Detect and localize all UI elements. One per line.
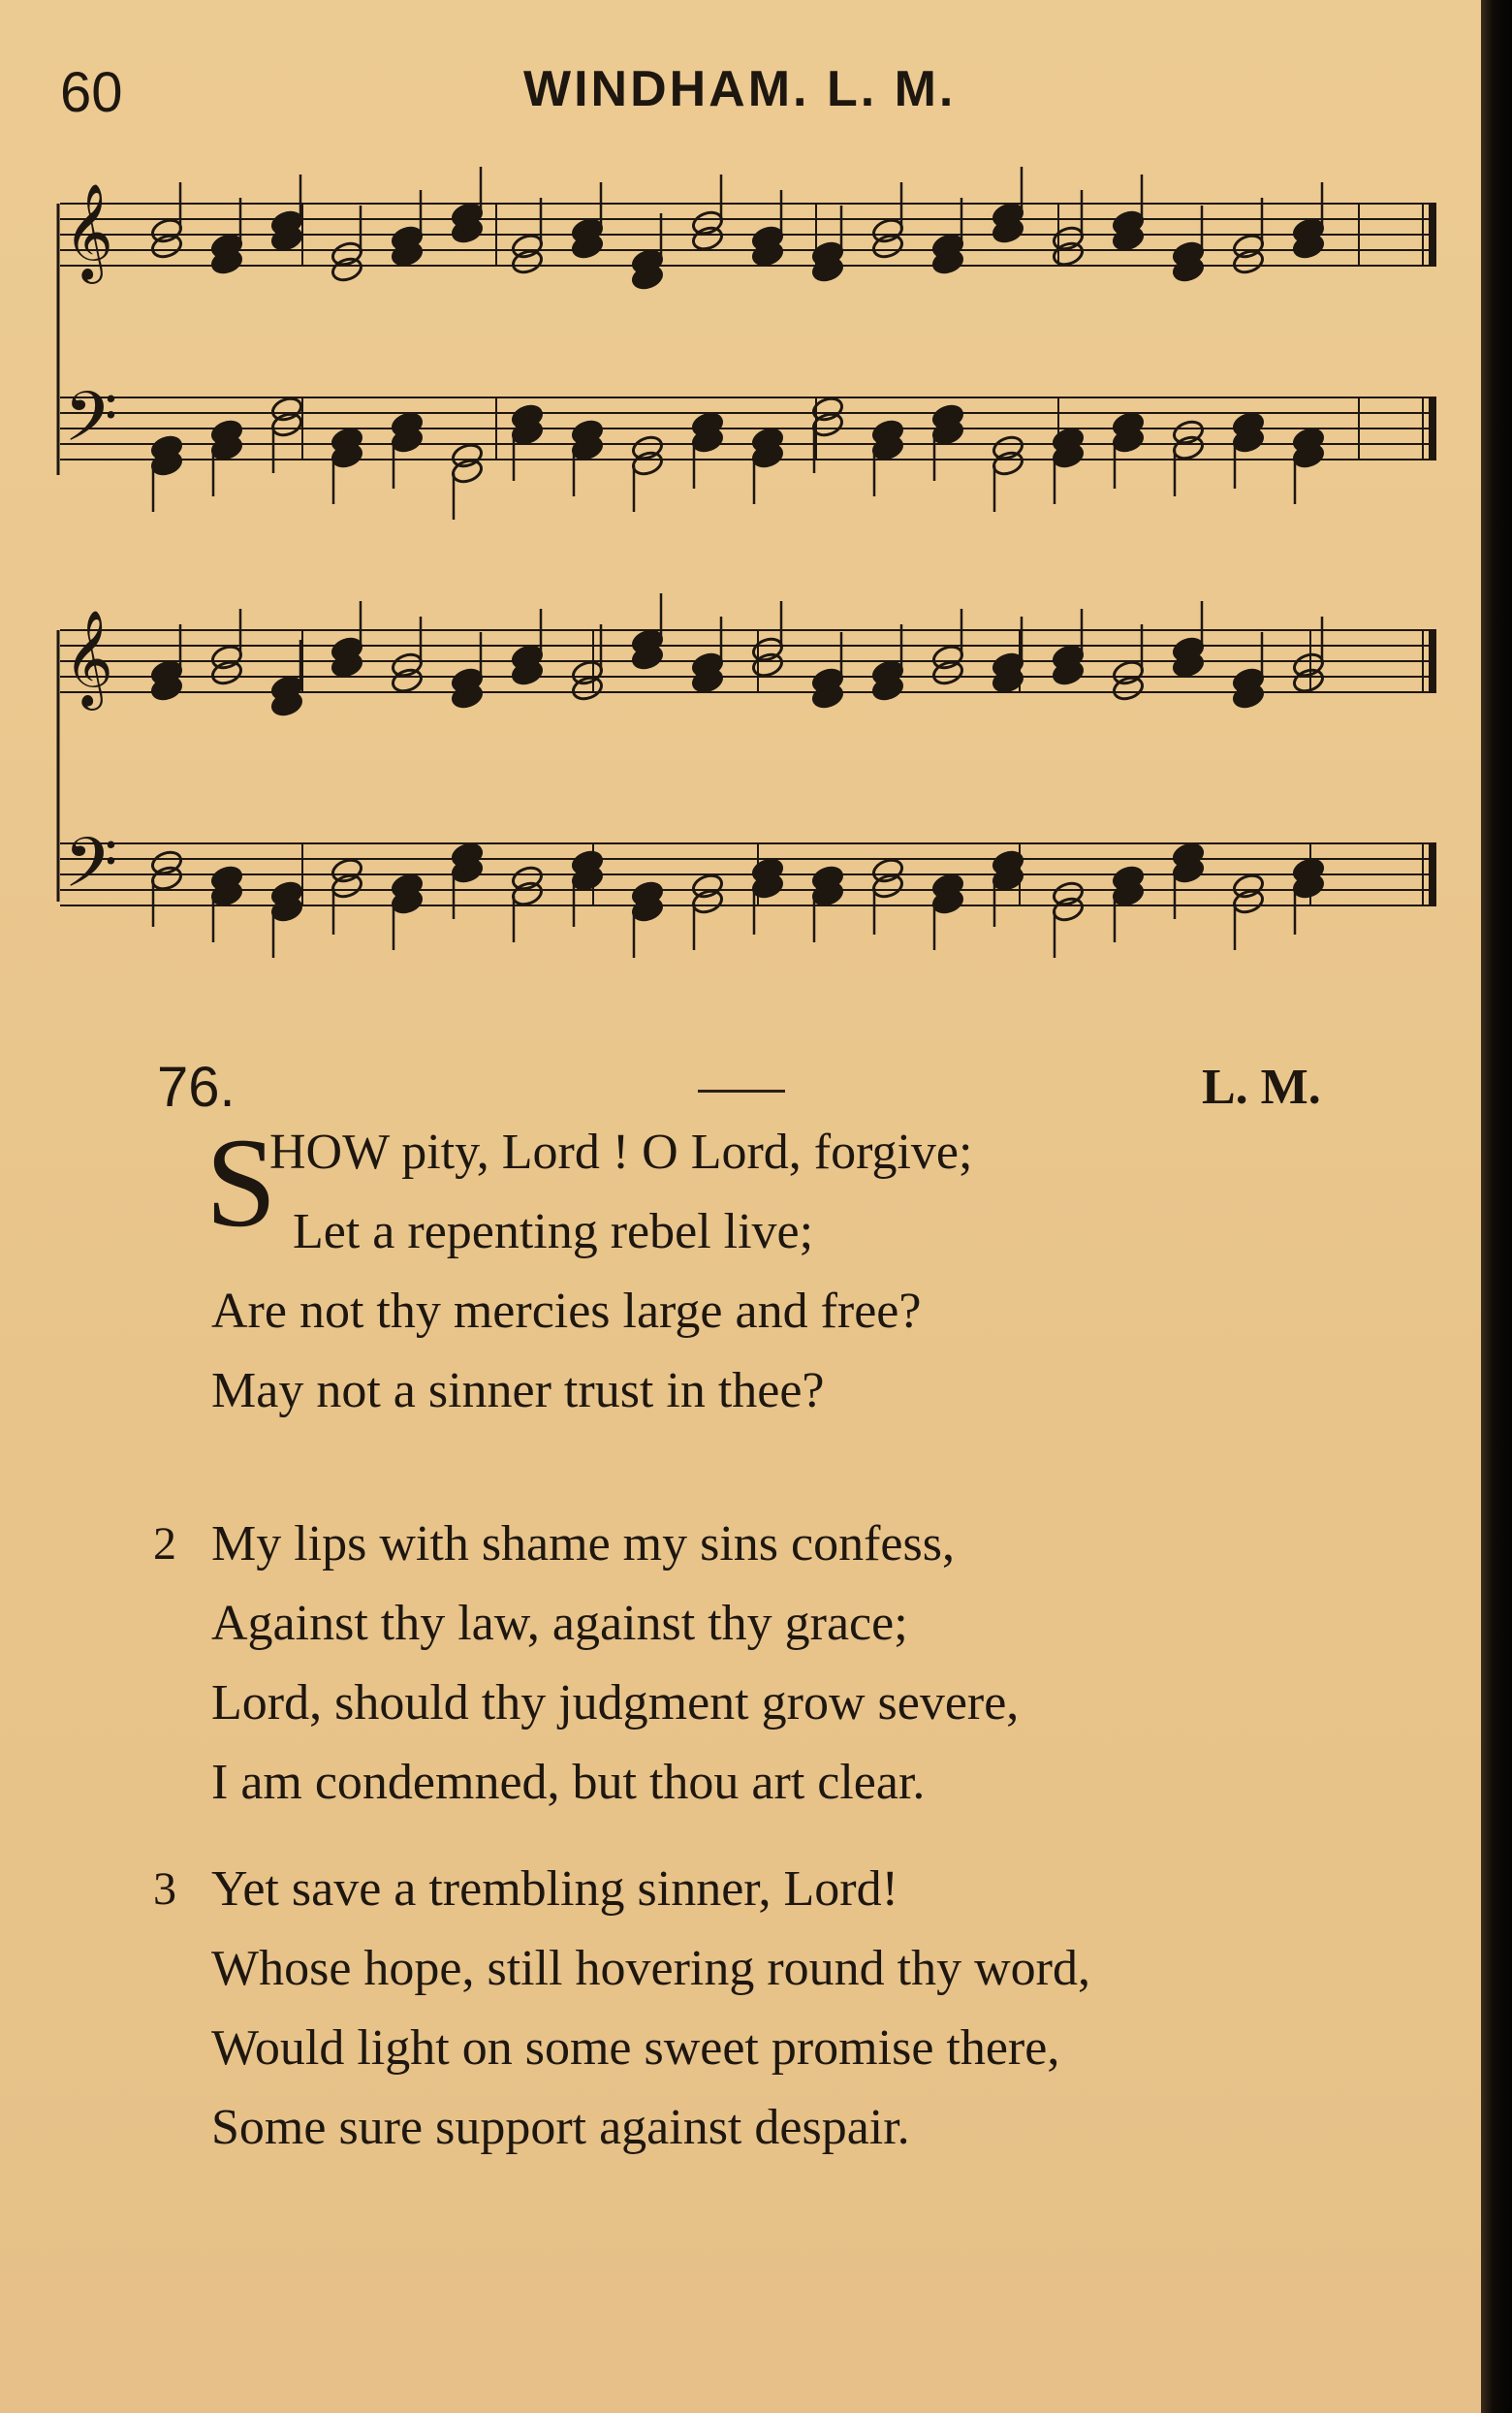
stanza-line: Lord, should thy judgment grow severe, [211,1675,1020,1730]
music-staff [60,843,1436,905]
stanza-line: Some sure support against despair. [211,2100,910,2155]
page-number: 60 [60,61,123,124]
music-staff [60,204,1436,266]
tune-title: WINDHAM. L. M. [523,61,957,117]
stanza-line: Against thy law, against thy grace; [211,1596,908,1651]
separator-dash [698,1090,785,1093]
music-staff [60,630,1436,692]
bass-clef-icon: 𝄢 [64,377,118,474]
stanza-line: I am condemned, but thou art clear. [211,1755,926,1810]
book-spine-shadow [1481,0,1512,2413]
stanza-line: Whose hope, still hovering round thy word, [211,1941,1090,1996]
music-score [50,145,1456,999]
stanza-line: Would light on some sweet promise there, [211,2020,1060,2076]
stanza-line: May not a sinner trust in thee? [211,1363,825,1418]
stanza-3 [155,1850,1318,2168]
bass-clef-icon: 𝄢 [64,823,118,920]
stanza-line: Let a repenting rebel live; [293,1204,814,1259]
stanza-1 [155,1113,1318,1431]
hymn-number: 76. [157,1056,236,1119]
verse-number: 2 [153,1518,176,1570]
stanza-line: 3 Yet save a trembling sinner, Lord! [155,1850,1318,1929]
hymn-meter: L. M. [1202,1060,1321,1115]
first-line-text: HOW pity, Lord ! O Lord, forgive; [269,1125,973,1180]
treble-clef-icon: 𝄞 [64,183,113,280]
drop-cap: S [205,1111,277,1254]
music-staff [60,397,1436,460]
verse-number: 3 [153,1863,176,1915]
stanza-2 [155,1505,1318,1823]
stanza-line: 2 My lips with shame my sins confess, [155,1505,1318,1584]
treble-clef-icon: 𝄞 [64,610,113,707]
stanza-line: Are not thy mercies large and free? [211,1284,922,1339]
